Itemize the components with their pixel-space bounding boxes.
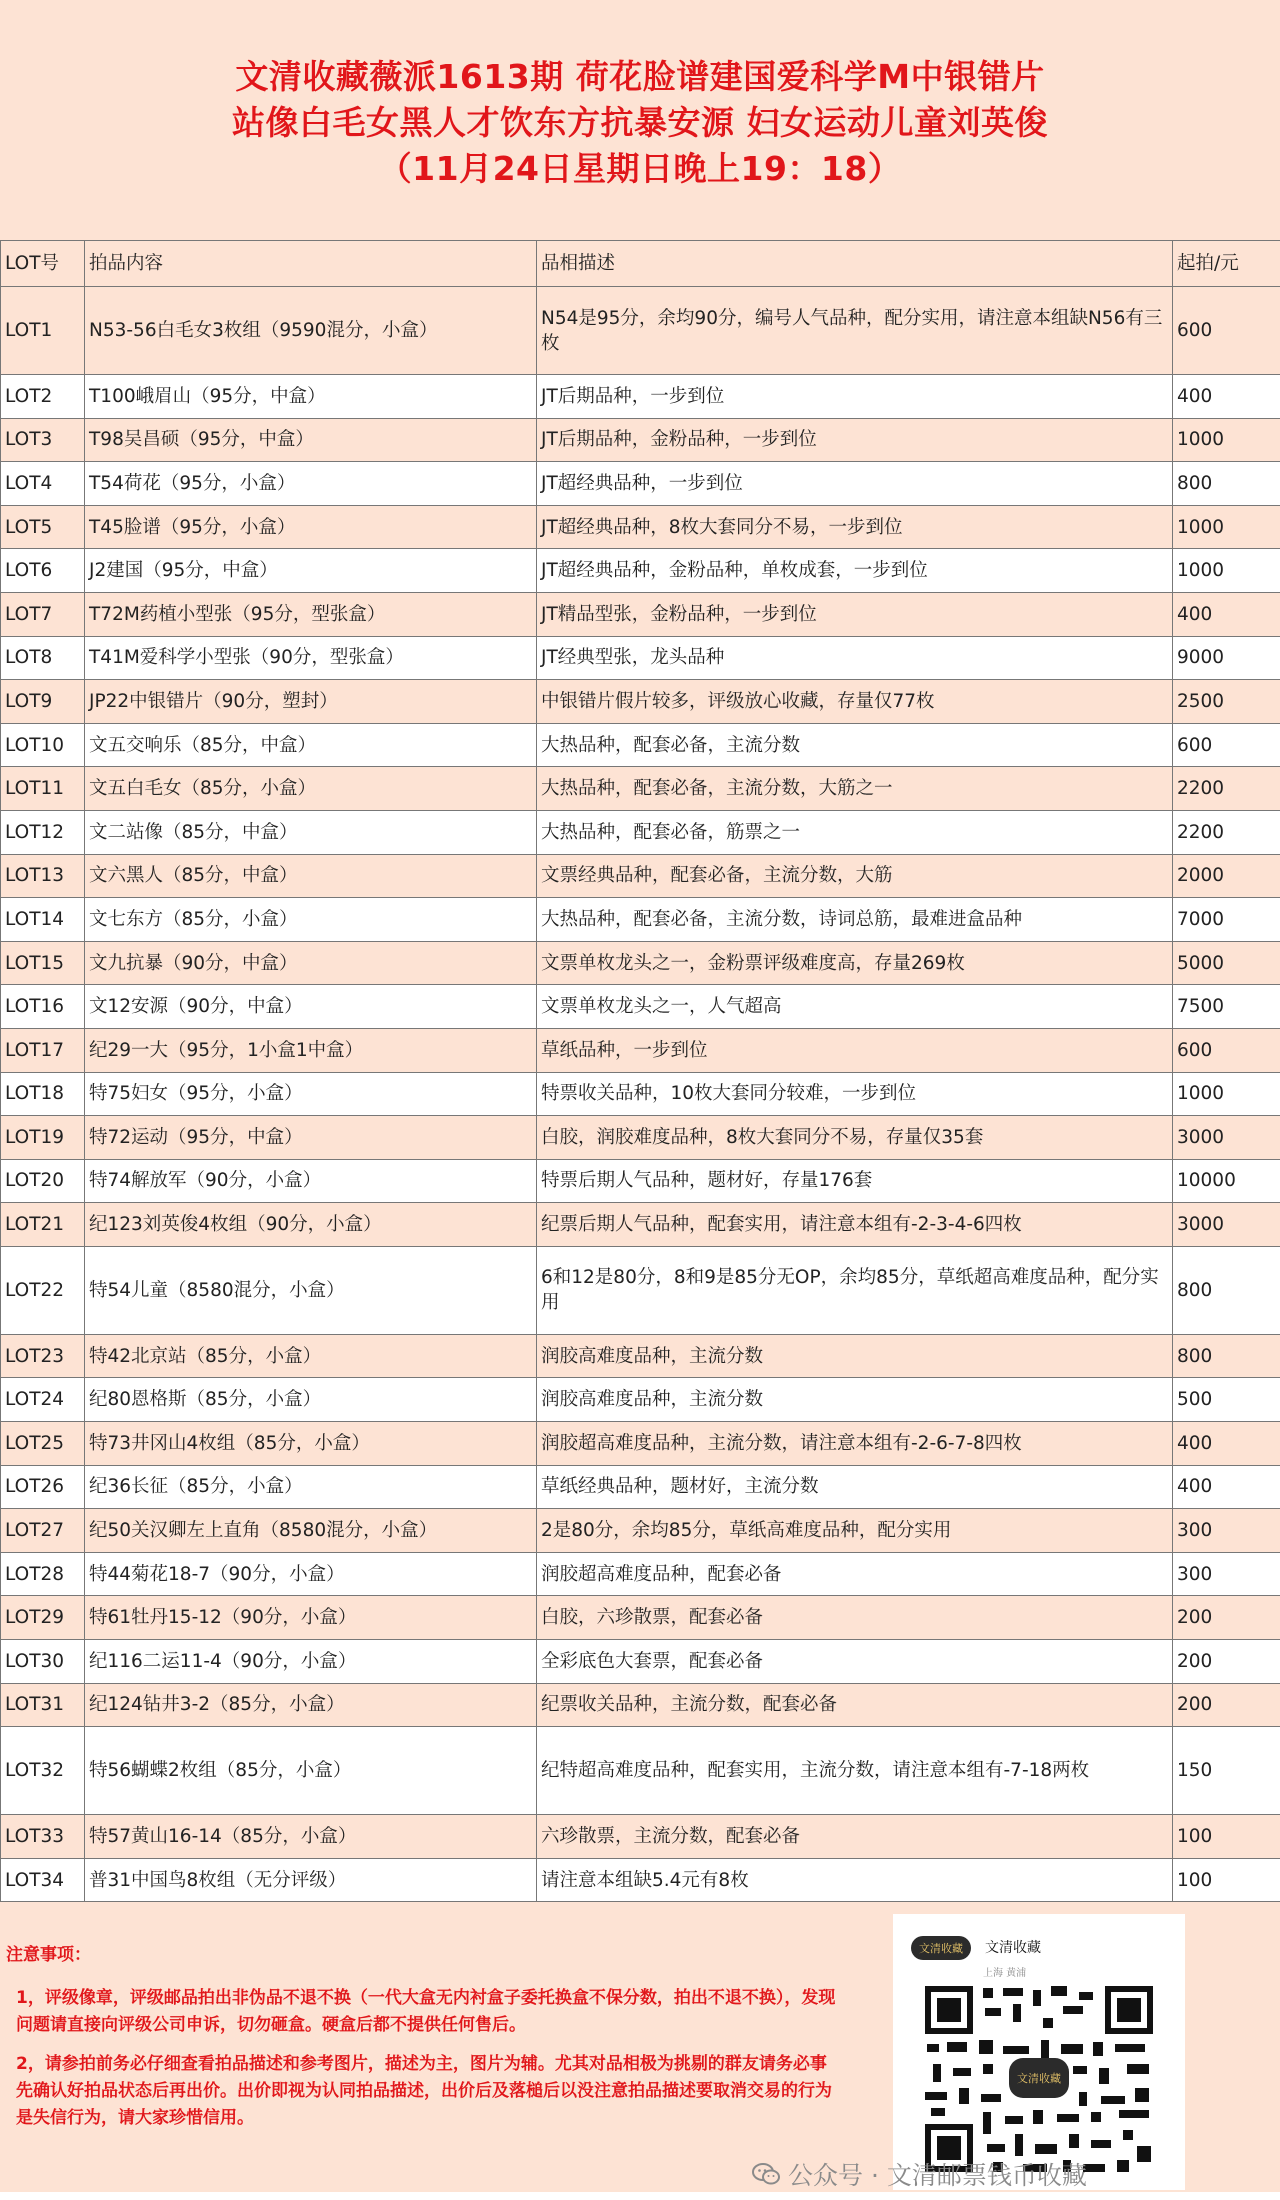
cell-desc: 文票单枚龙头之一，人气超高 xyxy=(537,985,1173,1029)
cell-price: 3000 xyxy=(1173,1203,1280,1247)
notes-block xyxy=(6,1942,836,2144)
cell-price: 600 xyxy=(1173,287,1280,375)
cell-lot: LOT4 xyxy=(1,462,85,506)
cell-item: T54荷花（95分，小盒） xyxy=(85,462,537,506)
cell-price: 9000 xyxy=(1173,636,1280,680)
cell-item: JP22中银错片（90分，塑封） xyxy=(85,680,537,724)
cell-lot: LOT24 xyxy=(1,1378,85,1422)
cell-price: 300 xyxy=(1173,1552,1280,1596)
cell-lot: LOT2 xyxy=(1,375,85,419)
cell-price: 150 xyxy=(1173,1727,1280,1815)
cell-price: 1000 xyxy=(1173,549,1280,593)
table-row xyxy=(1,375,1280,419)
brand-logo: 文清收藏 xyxy=(911,1936,971,1960)
cell-desc: JT后期品种，金粉品种，一步到位 xyxy=(537,418,1173,462)
cell-lot: LOT7 xyxy=(1,592,85,636)
cell-lot: LOT17 xyxy=(1,1028,85,1072)
table-row xyxy=(1,941,1280,985)
cell-item: 纪50关汉卿左上直角（8580混分，小盒） xyxy=(85,1509,537,1553)
cell-price: 10000 xyxy=(1173,1159,1280,1203)
table-row xyxy=(1,505,1280,549)
table-row xyxy=(1,549,1280,593)
cell-desc: N54是95分，余均90分，编号人气品种，配分实用，请注意本组缺N56有三枚 xyxy=(537,287,1173,375)
table-row xyxy=(1,1683,1280,1727)
table-row xyxy=(1,810,1280,854)
cell-item: J2建国（95分，中盒） xyxy=(85,549,537,593)
cell-price: 2200 xyxy=(1173,767,1280,811)
cell-price: 600 xyxy=(1173,1028,1280,1072)
cell-item: 纪36长征（85分，小盒） xyxy=(85,1465,537,1509)
cell-item: 纪124钻井3-2（85分，小盒） xyxy=(85,1683,537,1727)
cell-item: 特61牡丹15-12（90分，小盒） xyxy=(85,1596,537,1640)
table-row xyxy=(1,1028,1280,1072)
cell-desc: 润胶高难度品种，主流分数 xyxy=(537,1378,1173,1422)
cell-desc: 大热品种，配套必备，主流分数，大筋之一 xyxy=(537,767,1173,811)
cell-desc: 纪票后期人气品种，配套实用，请注意本组有-2-3-4-6四枚 xyxy=(537,1203,1173,1247)
table-row xyxy=(1,636,1280,680)
cell-price: 2200 xyxy=(1173,810,1280,854)
cell-lot: LOT28 xyxy=(1,1552,85,1596)
cell-lot: LOT3 xyxy=(1,418,85,462)
cell-desc: 特票后期人气品种，题材好，存量176套 xyxy=(537,1159,1173,1203)
cell-price: 100 xyxy=(1173,1858,1280,1902)
cell-item: T98吴昌硕（95分，中盒） xyxy=(85,418,537,462)
cell-desc: 特票收关品种，10枚大套同分较难，一步到位 xyxy=(537,1072,1173,1116)
cell-item: 文九抗暴（90分，中盒） xyxy=(85,941,537,985)
cell-price: 800 xyxy=(1173,1334,1280,1378)
cell-lot: LOT10 xyxy=(1,723,85,767)
cell-desc: 大热品种，配套必备，筋票之一 xyxy=(537,810,1173,854)
cell-desc: JT超经典品种，8枚大套同分不易，一步到位 xyxy=(537,505,1173,549)
cell-item: 文12安源（90分，中盒） xyxy=(85,985,537,1029)
cell-lot: LOT34 xyxy=(1,1858,85,1902)
cell-lot: LOT26 xyxy=(1,1465,85,1509)
cell-price: 400 xyxy=(1173,1422,1280,1466)
cell-price: 1000 xyxy=(1173,1072,1280,1116)
cell-lot: LOT5 xyxy=(1,505,85,549)
cell-price: 200 xyxy=(1173,1683,1280,1727)
table-row xyxy=(1,1378,1280,1422)
table-row xyxy=(1,898,1280,942)
table-row xyxy=(1,1072,1280,1116)
col-header-price: 起拍/元 xyxy=(1173,241,1280,287)
qr-code-icon xyxy=(923,1984,1155,2174)
table-row xyxy=(1,1246,1280,1334)
cell-price: 5000 xyxy=(1173,941,1280,985)
table-row xyxy=(1,1727,1280,1815)
table-row xyxy=(1,418,1280,462)
cell-item: 文六黑人（85分，中盒） xyxy=(85,854,537,898)
cell-lot: LOT19 xyxy=(1,1116,85,1160)
footer-notes-area xyxy=(0,1902,1280,2192)
table-row xyxy=(1,985,1280,1029)
cell-item: 特57黄山16-14（85分，小盒） xyxy=(85,1815,537,1859)
table-row xyxy=(1,767,1280,811)
note-item-2: 2，请参拍前务必仔细查看拍品描述和参考图片，描述为主，图片为辅。尤其对品相极为挑剔的群友请务必事先确认好拍品状态后再出价。出价即视为认同拍品描述，出价后及落槌后以没注意拍品描述要取消交易的行为是失信行为，请大家珍惜信用。 xyxy=(16,2054,832,2129)
table-row xyxy=(1,1509,1280,1553)
cell-desc: 中银错片假片较多，评级放心收藏，存量仅77枚 xyxy=(537,680,1173,724)
cell-desc: 纪特超高难度品种，配套实用，主流分数，请注意本组有-7-18两枚 xyxy=(537,1727,1173,1815)
table-row xyxy=(1,1422,1280,1466)
table-row xyxy=(1,1334,1280,1378)
cell-desc: 请注意本组缺5.4元有8枚 xyxy=(537,1858,1173,1902)
cell-lot: LOT16 xyxy=(1,985,85,1029)
cell-item: 文七东方（85分，小盒） xyxy=(85,898,537,942)
cell-lot: LOT29 xyxy=(1,1596,85,1640)
cell-desc: 2是80分，余均85分，草纸高难度品种，配分实用 xyxy=(537,1509,1173,1553)
table-row xyxy=(1,1116,1280,1160)
table-row xyxy=(1,1465,1280,1509)
cell-item: 特54儿童（8580混分，小盒） xyxy=(85,1246,537,1334)
cell-lot: LOT33 xyxy=(1,1815,85,1859)
cell-price: 300 xyxy=(1173,1509,1280,1553)
cell-lot: LOT31 xyxy=(1,1683,85,1727)
cell-price: 2000 xyxy=(1173,854,1280,898)
note-item-1: 1，评级像章，评级邮品拍出非伪品不退不换（一代大盒无内衬盒子委托换盒不保分数，拍出不退不换），发现问题请直接向评级公司申诉，切勿砸盒。硬盒后都不提供任何售后。 xyxy=(16,1988,836,2036)
cell-item: T72M药植小型张（95分，型张盒） xyxy=(85,592,537,636)
table-header-row xyxy=(1,241,1280,287)
col-header-item: 拍品内容 xyxy=(85,241,537,287)
cell-price: 7000 xyxy=(1173,898,1280,942)
cell-price: 500 xyxy=(1173,1378,1280,1422)
cell-lot: LOT14 xyxy=(1,898,85,942)
cell-desc: 白胶，润胶难度品种，8枚大套同分不易，存量仅35套 xyxy=(537,1116,1173,1160)
table-row xyxy=(1,1159,1280,1203)
cell-item: 纪80恩格斯（85分，小盒） xyxy=(85,1378,537,1422)
col-header-desc: 品相描述 xyxy=(537,241,1173,287)
lot-table-body xyxy=(1,287,1280,1902)
cell-desc: 润胶超高难度品种，配套必备 xyxy=(537,1552,1173,1596)
cell-price: 100 xyxy=(1173,1815,1280,1859)
cell-item: 特72运动（95分，中盒） xyxy=(85,1116,537,1160)
title-line-2: 站像白毛女黑人才饮东方抗暴安源 妇女运动儿童刘英俊 xyxy=(232,103,1048,142)
table-row xyxy=(1,1640,1280,1684)
cell-item: 特74解放军（90分，小盒） xyxy=(85,1159,537,1203)
cell-item: 特75妇女（95分，小盒） xyxy=(85,1072,537,1116)
cell-price: 200 xyxy=(1173,1640,1280,1684)
lot-table xyxy=(0,240,1280,1902)
table-row xyxy=(1,287,1280,375)
cell-item: T45脸谱（95分，小盒） xyxy=(85,505,537,549)
cell-price: 1000 xyxy=(1173,418,1280,462)
cell-price: 400 xyxy=(1173,1465,1280,1509)
cell-desc: 白胶，六珍散票，配套必备 xyxy=(537,1596,1173,1640)
page-header xyxy=(0,0,1280,240)
cell-desc: 大热品种，配套必备，主流分数，诗词总筋，最难进盒品种 xyxy=(537,898,1173,942)
cell-item: 特73井冈山4枚组（85分，小盒） xyxy=(85,1422,537,1466)
cell-desc: JT超经典品种，金粉品种，单枚成套，一步到位 xyxy=(537,549,1173,593)
cell-item: 文二站像（85分，中盒） xyxy=(85,810,537,854)
table-row xyxy=(1,854,1280,898)
cell-item: 特44菊花18-7（90分，小盒） xyxy=(85,1552,537,1596)
table-row xyxy=(1,462,1280,506)
table-row xyxy=(1,680,1280,724)
cell-desc: JT经典型张，龙头品种 xyxy=(537,636,1173,680)
table-row xyxy=(1,1552,1280,1596)
table-row xyxy=(1,1596,1280,1640)
cell-lot: LOT15 xyxy=(1,941,85,985)
cell-lot: LOT25 xyxy=(1,1422,85,1466)
cell-item: T41M爱科学小型张（90分，型张盒） xyxy=(85,636,537,680)
table-row xyxy=(1,1858,1280,1902)
cell-item: 纪123刘英俊4枚组（90分，小盒） xyxy=(85,1203,537,1247)
cell-price: 600 xyxy=(1173,723,1280,767)
cell-lot: LOT18 xyxy=(1,1072,85,1116)
qr-center-logo-text: 文清收藏 xyxy=(1017,2072,1061,2086)
cell-price: 7500 xyxy=(1173,985,1280,1029)
cell-item: 纪29一大（95分，1小盒1中盒） xyxy=(85,1028,537,1072)
cell-price: 800 xyxy=(1173,1246,1280,1334)
cell-price: 1000 xyxy=(1173,505,1280,549)
cell-price: 800 xyxy=(1173,462,1280,506)
cell-lot: LOT30 xyxy=(1,1640,85,1684)
watermark-text: 公众号 · 文清邮票钱币收藏 xyxy=(788,2161,1087,2191)
cell-desc: 6和12是80分，8和9是85分无OP，余均85分，草纸超高难度品种，配分实用 xyxy=(537,1246,1173,1334)
qr-profile xyxy=(911,1928,1041,1968)
qr-card xyxy=(893,1914,1185,2190)
cell-item: 特42北京站（85分，小盒） xyxy=(85,1334,537,1378)
cell-price: 200 xyxy=(1173,1596,1280,1640)
cell-desc: JT精品型张，金粉品种，一步到位 xyxy=(537,592,1173,636)
table-row xyxy=(1,592,1280,636)
table-row xyxy=(1,1815,1280,1859)
cell-price: 3000 xyxy=(1173,1116,1280,1160)
cell-desc: 纪票收关品种，主流分数，配套必备 xyxy=(537,1683,1173,1727)
cell-price: 400 xyxy=(1173,375,1280,419)
cell-lot: LOT11 xyxy=(1,767,85,811)
cell-item: 文五交响乐（85分，中盒） xyxy=(85,723,537,767)
cell-item: T100峨眉山（95分，中盒） xyxy=(85,375,537,419)
cell-item: 文五白毛女（85分，小盒） xyxy=(85,767,537,811)
wechat-icon xyxy=(752,2162,780,2186)
cell-lot: LOT9 xyxy=(1,680,85,724)
notes-title: 注意事项： xyxy=(6,1945,91,1966)
cell-lot: LOT12 xyxy=(1,810,85,854)
cell-item: 普31中国鸟8枚组（无分评级） xyxy=(85,1858,537,1902)
cell-item: 特56蝴蝶2枚组（85分，小盒） xyxy=(85,1727,537,1815)
cell-desc: 全彩底色大套票，配套必备 xyxy=(537,1640,1173,1684)
cell-desc: 六珍散票，主流分数，配套必备 xyxy=(537,1815,1173,1859)
cell-lot: LOT32 xyxy=(1,1727,85,1815)
cell-desc: 草纸品种，一步到位 xyxy=(537,1028,1173,1072)
cell-lot: LOT27 xyxy=(1,1509,85,1553)
table-row xyxy=(1,723,1280,767)
cell-lot: LOT8 xyxy=(1,636,85,680)
cell-lot: LOT6 xyxy=(1,549,85,593)
table-row xyxy=(1,1203,1280,1247)
watermark xyxy=(752,2156,1087,2192)
cell-item: 纪116二运11-4（90分，小盒） xyxy=(85,1640,537,1684)
cell-desc: 润胶超高难度品种，主流分数，请注意本组有-2-6-7-8四枚 xyxy=(537,1422,1173,1466)
title-line-1: 文清收藏薇派1613期 荷花脸谱建国爱科学M中银错片 xyxy=(235,57,1045,96)
cell-desc: 润胶高难度品种，主流分数 xyxy=(537,1334,1173,1378)
cell-lot: LOT1 xyxy=(1,287,85,375)
cell-desc: JT后期品种，一步到位 xyxy=(537,375,1173,419)
cell-lot: LOT22 xyxy=(1,1246,85,1334)
cell-desc: 大热品种，配套必备，主流分数 xyxy=(537,723,1173,767)
qr-location: 上海 黄浦 xyxy=(983,1968,1027,1980)
title-line-3: （11月24日星期日晚上19：18） xyxy=(378,149,902,188)
col-header-lot: LOT号 xyxy=(1,241,85,287)
cell-desc: JT超经典品种，一步到位 xyxy=(537,462,1173,506)
cell-price: 400 xyxy=(1173,592,1280,636)
cell-lot: LOT20 xyxy=(1,1159,85,1203)
cell-desc: 草纸经典品种，题材好，主流分数 xyxy=(537,1465,1173,1509)
cell-lot: LOT23 xyxy=(1,1334,85,1378)
cell-desc: 文票经典品种，配套必备，主流分数，大筋 xyxy=(537,854,1173,898)
qr-account-name: 文清收藏 xyxy=(985,1940,1041,1957)
cell-lot: LOT13 xyxy=(1,854,85,898)
cell-lot: LOT21 xyxy=(1,1203,85,1247)
cell-price: 2500 xyxy=(1173,680,1280,724)
cell-desc: 文票单枚龙头之一，金粉票评级难度高，存量269枚 xyxy=(537,941,1173,985)
cell-item: N53-56白毛女3枚组（9590混分，小盒） xyxy=(85,287,537,375)
